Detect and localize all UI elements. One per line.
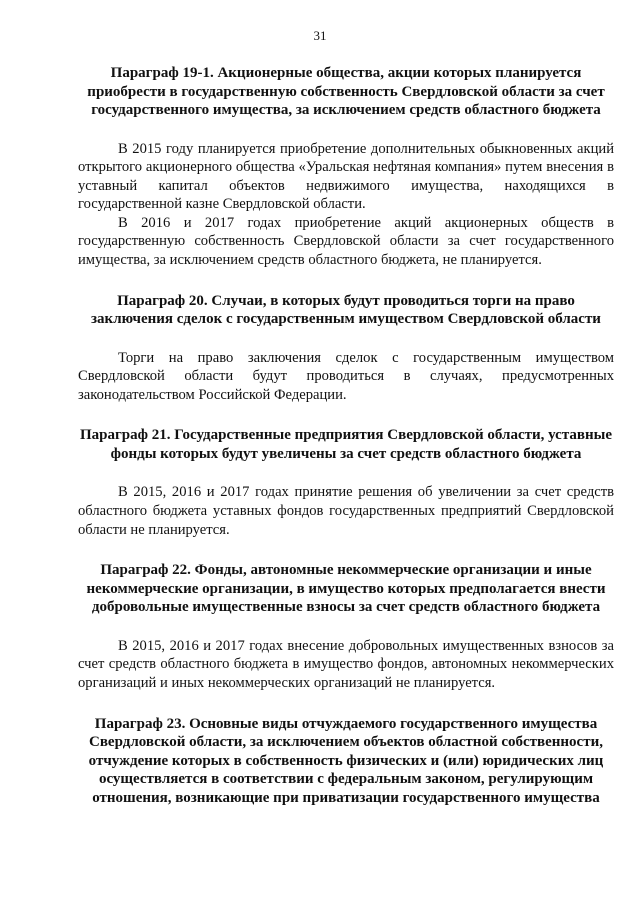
paragraph: Торги на право заключения сделок с государственным имуществом Свердловской области будут проводиться в случаях, предусмотренных законодательством Российской Федерации. [78,349,614,403]
section-heading: Параграф 19-1. Акционерные общества, акции которых планируется приобрести в государственную собственность Свердловской области за счет государственного имущества, за исключением средств областного бюджета [87,65,605,118]
section-heading: Параграф 20. Случаи, в которых будут проводиться торги на право заключения сделок с государственным имуществом Свердловской области [91,292,601,328]
section-heading: Параграф 22. Фонды, автономные некоммерческие организации и иные некоммерческие организации, в имущество которых предполагается внести добровольные имущественные взносы за счет средств областного бюджета [86,562,606,616]
section-21 [78,426,614,539]
section-22 [78,561,614,692]
page-number: 31 [313,28,327,43]
paragraph: В 2016 и 2017 годах приобретение акций акционерных обществ в государственную собственность Свердловской области за счет государственного имущества, за исключением средств областного бюджета, не планируется. [78,214,614,269]
paragraph: В 2015 году планируется приобретение дополнительных обыкновенных акций открытого акционерного общества «Уральская нефтяная компания» путем внесения в уставный капитал объектов недвижимого имущества, находящихся в государственной казне Свердловской области. [78,140,614,213]
paragraph: В 2015, 2016 и 2017 годах внесение добровольных имущественных взносов за счет средств областного бюджета в имущество фондов, автономных некоммерческих организаций и иных некоммерческих организаций не планируется. [78,637,614,691]
section-19-1 [78,64,614,270]
section-23 [78,715,614,808]
section-heading: Параграф 21. Государственные предприятия Свердловской области, уставные фонды которых будут увеличены за счет средств областного бюджета [79,427,613,462]
section-heading: Параграф 23. Основные виды отчуждаемого государственного имущества Свердловской области, за исключением объектов областной собственности, отчуждение которых в собственность физических и (или) юридических лиц осуществляется в соответствии с федеральным законом, регулирующим отношения, возникающие при приватизации государственного имущества [88,715,604,806]
document-body [78,58,614,807]
paragraph: В 2015, 2016 и 2017 годах принятие решения об увеличении за счет средств областного бюджета уставных фондов государственных предприятий Свердловской области не планируется. [78,484,614,538]
section-20 [78,292,614,405]
